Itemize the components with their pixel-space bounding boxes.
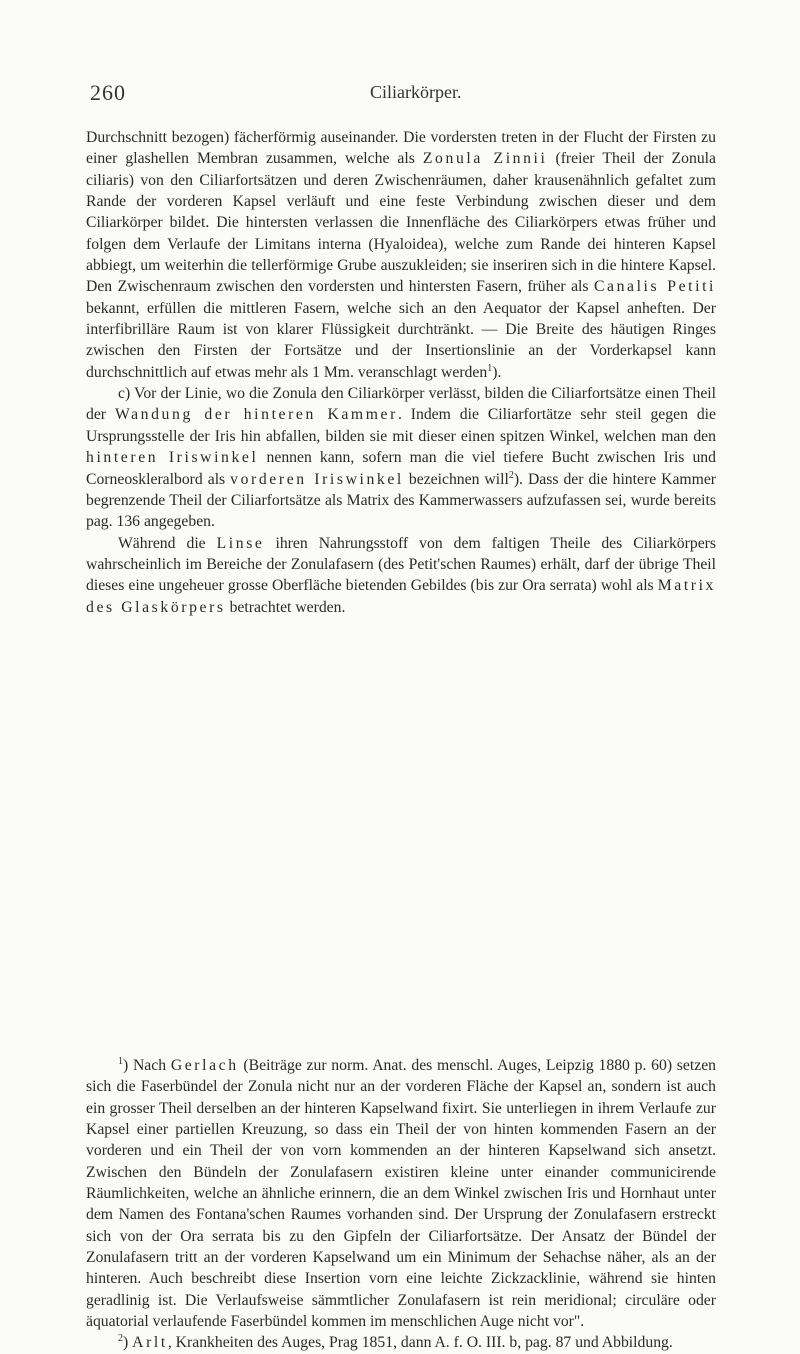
text-run: Durchschnitt bezogen) fächerförmig auseinander. Die vordersten treten in der Flucht der Firsten zu einer glashellen Membran zusammen, welche als xyxy=(86,129,716,168)
paragraph xyxy=(86,127,716,383)
footnote-marker: 2 xyxy=(508,469,514,481)
body-text xyxy=(86,127,716,618)
text-run: c) Vor der Linie, wo die Zonula den Ciliarkörper verlässt, bilden die Ciliarfortsätze einen Theil der xyxy=(86,385,716,424)
footnotes xyxy=(86,1055,716,1354)
text-run: bezeichnen will xyxy=(403,470,509,488)
spaced-term: Wandung der hinteren Kammer xyxy=(114,406,398,424)
page-number: 260 xyxy=(90,80,126,105)
footnote-marker: 1 xyxy=(118,1056,123,1067)
spaced-term: Canalis Petiti xyxy=(593,278,716,296)
text-run: , Krankheiten des Auges, Prag 1851, dann A. f. O. III. b, pag. 87 und Abbildung. xyxy=(167,1334,673,1352)
text-run: bekannt, erfüllen die mittleren Fasern, welche sich an den Aequator der Kapsel anheften. Der interfibrilläre Raum ist von klarer Flüssigkeit durchtränkt. — Die Breite des häutigen Ringes zwischen den Firsten der Fortsätze und der Insertionslinie an der Vorderkapsel kann durchschnittlich auf etwas mehr als 1 Mm. veranschlagt werden xyxy=(86,299,716,381)
spaced-term: Gerlach xyxy=(170,1057,239,1074)
footnote xyxy=(86,1332,716,1353)
spaced-term: Matrix des Glaskörpers xyxy=(86,577,716,616)
text-run: (freier Theil der Zonula ciliaris) von den Ciliarfortsätzen und deren Zwischenräumen, daher krausenähnlich gefaltet zum Rande der vorderen Kapsel verläuft und eine feste Verbindung zwischen dieser und dem Ciliarkörper bildet. Die hintersten verlassen die Innenfläche des Ciliarkörpers etwas früher und folgen dem Verlaufe der Limitans interna (Hyaloidea), welche zum Rande dei hinteren Kapsel abbiegt, um weiterhin die tellerförmige Grube auszukleiden; sie inseriren sich in die hintere Kapsel. Den Zwischenraum zwischen den vordersten und hintersten Fasern, früher als xyxy=(86,150,716,296)
spaced-term: Arlt xyxy=(132,1334,168,1352)
text-run: ) Nach xyxy=(123,1057,171,1074)
text-run: Während die xyxy=(118,534,217,552)
text-run: betrachtet werden. xyxy=(225,598,346,616)
text-run: . Indem die Ciliarfortätze sehr steil gegen die Ursprungsstelle der Iris hin abfallen, bilden sie mit dieser einen spitzen Winkel, welchen man den xyxy=(86,406,716,445)
page-header xyxy=(90,80,710,110)
footnote xyxy=(86,1055,716,1332)
text-run: ) xyxy=(123,1334,133,1352)
paragraph xyxy=(86,533,716,618)
paragraph xyxy=(86,383,716,532)
text-run: (Beiträge zur norm. Anat. des menschl. Auges, Leipzig 1880 p. 60) setzen sich die Faserbündel der Zonula nicht nur an der vorderen Fläche der Kapsel an, sondern ist auch ein grosser Theil derselben an der hinteren Kapselwand fixirt. Sie unterliegen in ihrem Verlaufe zur Kapsel einer partiellen Kreuzung, so dass ein Theil der von hinten kommenden Fasern an der vorderen und ein Theil der von vorn kommenden an der hinteren Kapselwand sich ansetzt. Zwischen den Bündeln der Zonulafasern existiren kleine unter einander communicirende Räumlichkeiten, welche an ähnliche erinnern, die an dem Winkel zwischen Iris und Hornhaut unter dem Namen des Fontana'schen Raumes vorhanden sind. Der Ursprung der Zonulafasern erstreckt sich von der Ora serrata bis zu den Gipfeln der Ciliarfortsätze. Der Ansatz der Bündel der Zonulafasern tritt an der vorderen Kapselwand um ein Minimum der Sehachse näher, als an der hinteren. Auch beschreibt diese Insertion vorn eine leichte Zickzacklinie, während sie hinten geradlinig ist. Die Verlaufsweise sämmtlicher Zonulafasern ist rein meridional; circuläre oder äquatorial verlaufende Faserbündel kommen im menschlichen Auge nicht vor". xyxy=(86,1057,716,1331)
running-title: Ciliarkörper. xyxy=(370,82,462,102)
spaced-term: Linse xyxy=(216,534,265,552)
spaced-term: vorderen Iriswinkel xyxy=(230,470,404,488)
text-run: ihren Nahrungsstoff von dem faltigen Theile des Ciliarkörpers wahrscheinlich im Bereiche der Zonulafasern (des Petit'schen Raumes) erhält, darf der übrige Theil dieses eine ungeheuer grosse Oberfläche bietenden Gebildes (bis zur Ora serrata) wohl als xyxy=(86,534,716,595)
spaced-term: hinteren Iriswinkel xyxy=(86,449,259,467)
text-run: nennen kann, sofern man die viel tiefere Bucht zwischen Iris und Corneoskleralbord als xyxy=(86,449,716,488)
footnote-marker: 2 xyxy=(118,1333,123,1345)
text-run: ). Dass der die hintere Kammer begrenzende Theil der Ciliarfortsätze als Matrix des Kammerwassers aufzufassen sei, wurde bereits pag. 136 angegeben. xyxy=(86,470,717,531)
footnote-marker: 1 xyxy=(487,362,493,374)
spaced-term: Zonula Zinnii xyxy=(422,150,548,168)
text-run: ). xyxy=(492,363,502,381)
